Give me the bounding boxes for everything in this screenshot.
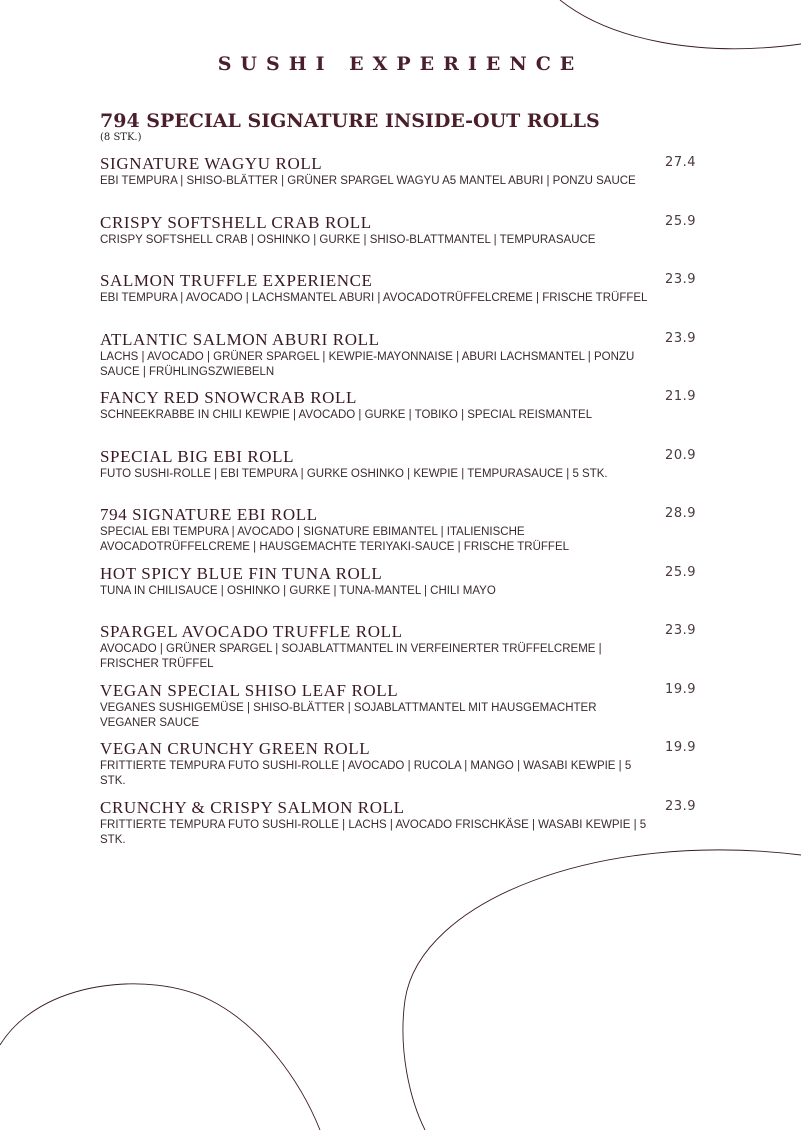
item-description: LACHS | AVOCADO | GRÜNER SPARGEL | KEWPIE-MAYONNAISE | ABURI LACHSMANTEL | PONZU SAUCE | FRÜHLINGSZWIEBELN	[100, 350, 635, 378]
menu-items-list	[100, 154, 700, 856]
menu-item	[100, 213, 700, 272]
item-price: 25.9	[665, 564, 696, 580]
menu-item	[100, 564, 700, 623]
top-right-curve	[560, 0, 801, 49]
item-name: 794 SIGNATURE EBI ROLL	[100, 505, 318, 524]
item-description: FRITTIERTE TEMPURA FUTO SUSHI-ROLLE | AVOCADO | RUCOLA | MANGO | WASABI KEWPIE | 5 STK.	[100, 760, 632, 787]
menu-item	[100, 739, 700, 798]
menu-item	[100, 388, 700, 447]
page-header: SUSHI EXPERIENCE	[217, 53, 584, 75]
item-price: 19.9	[665, 740, 696, 755]
item-name: CRISPY SOFTSHELL CRAB ROLL	[100, 212, 372, 232]
item-name: FANCY RED SNOWCRAB ROLL	[100, 388, 358, 407]
item-price: 23.9	[665, 623, 696, 638]
menu-item	[100, 330, 700, 389]
item-price: 28.9	[665, 506, 696, 521]
item-price: 23.9	[665, 272, 696, 287]
item-name: SPARGEL AVOCADO TRUFFLE ROLL	[100, 622, 403, 641]
item-price: 23.9	[665, 330, 696, 346]
item-price: 19.9	[665, 681, 696, 697]
item-description: SCHNEEKRABBE IN CHILI KEWPIE | AVOCADO | GURKE | TOBIKO | SPECIAL REISMANTEL	[100, 409, 593, 421]
item-name: HOT SPICY BLUE FIN TUNA ROLL	[100, 563, 383, 583]
item-price: 25.9	[665, 213, 696, 229]
menu-item	[100, 622, 700, 681]
item-price: 21.9	[665, 389, 696, 404]
item-description: EBI TEMPURA | AVOCADO | LACHSMANTEL ABURI | AVOCADOTRÜFFELCREME | FRISCHE TRÜFFEL	[100, 292, 648, 304]
menu-item	[100, 681, 700, 740]
menu-item	[100, 505, 700, 564]
item-description: CRISPY SOFTSHELL CRAB | OSHINKO | GURKE | SHISO-BLATTMANTEL | TEMPURASAUCE	[100, 233, 596, 246]
item-name: VEGAN SPECIAL SHISO LEAF ROLL	[100, 680, 399, 700]
menu-item	[100, 271, 700, 330]
item-price: 27.4	[665, 155, 696, 170]
item-name: VEGAN CRUNCHY GREEN ROLL	[100, 739, 371, 758]
menu-item	[100, 154, 700, 213]
item-name: ATLANTIC SALMON ABURI ROLL	[100, 329, 380, 349]
item-name: SIGNATURE WAGYU ROLL	[100, 154, 323, 173]
item-name: SPECIAL BIG EBI ROLL	[100, 446, 295, 466]
menu-item	[100, 447, 700, 506]
item-description: SPECIAL EBI TEMPURA | AVOCADO | SIGNATURE EBIMANTEL | ITALIENISCHE AVOCADOTRÜFFELCREME | HAUSGEMACHTE TERIYAKI-SAUCE | FRISCHE TRÜFFEL	[100, 526, 570, 553]
item-description: VEGANES SUSHIGEMÜSE | SHISO-BLÄTTER | SOJABLATTMANTEL MIT HAUSGEMACHTER VEGANER SAUCE	[100, 701, 597, 729]
item-description: AVOCADO | GRÜNER SPARGEL | SOJABLATTMANTEL IN VERFEINERTER TRÜFFELCREME | FRISCHER TRÜFFEL	[100, 643, 602, 670]
item-price: 20.9	[665, 447, 696, 463]
item-description: FRITTIERTE TEMPURA FUTO SUSHI-ROLLE | LACHS | AVOCADO FRISCHKÄSE | WASABI KEWPIE | 5 STK.	[100, 818, 647, 846]
item-description: TUNA IN CHILISAUCE | OSHINKO | GURKE | TUNA-MANTEL | CHILI MAYO	[100, 584, 496, 597]
item-name: SALMON TRUFFLE EXPERIENCE	[100, 271, 373, 290]
bottom-left-curve	[0, 984, 320, 1130]
item-description: EBI TEMPURA | SHISO-BLÄTTER | GRÜNER SPARGEL WAGYU A5 MANTEL ABURI | PONZU SAUCE	[100, 175, 636, 187]
item-price: 23.9	[665, 798, 696, 814]
item-name: CRUNCHY & CRISPY SALMON ROLL	[100, 797, 405, 817]
section-title: 794 SPECIAL SIGNATURE INSIDE-OUT ROLLS	[100, 110, 600, 132]
item-description: FUTO SUSHI-ROLLE | EBI TEMPURA | GURKE OSHINKO | KEWPIE | TEMPURASAUCE | 5 STK.	[100, 467, 608, 480]
section-subtitle: (8 STK.)	[100, 132, 142, 143]
menu-item	[100, 798, 700, 857]
bottom-right-curve	[403, 850, 801, 1130]
